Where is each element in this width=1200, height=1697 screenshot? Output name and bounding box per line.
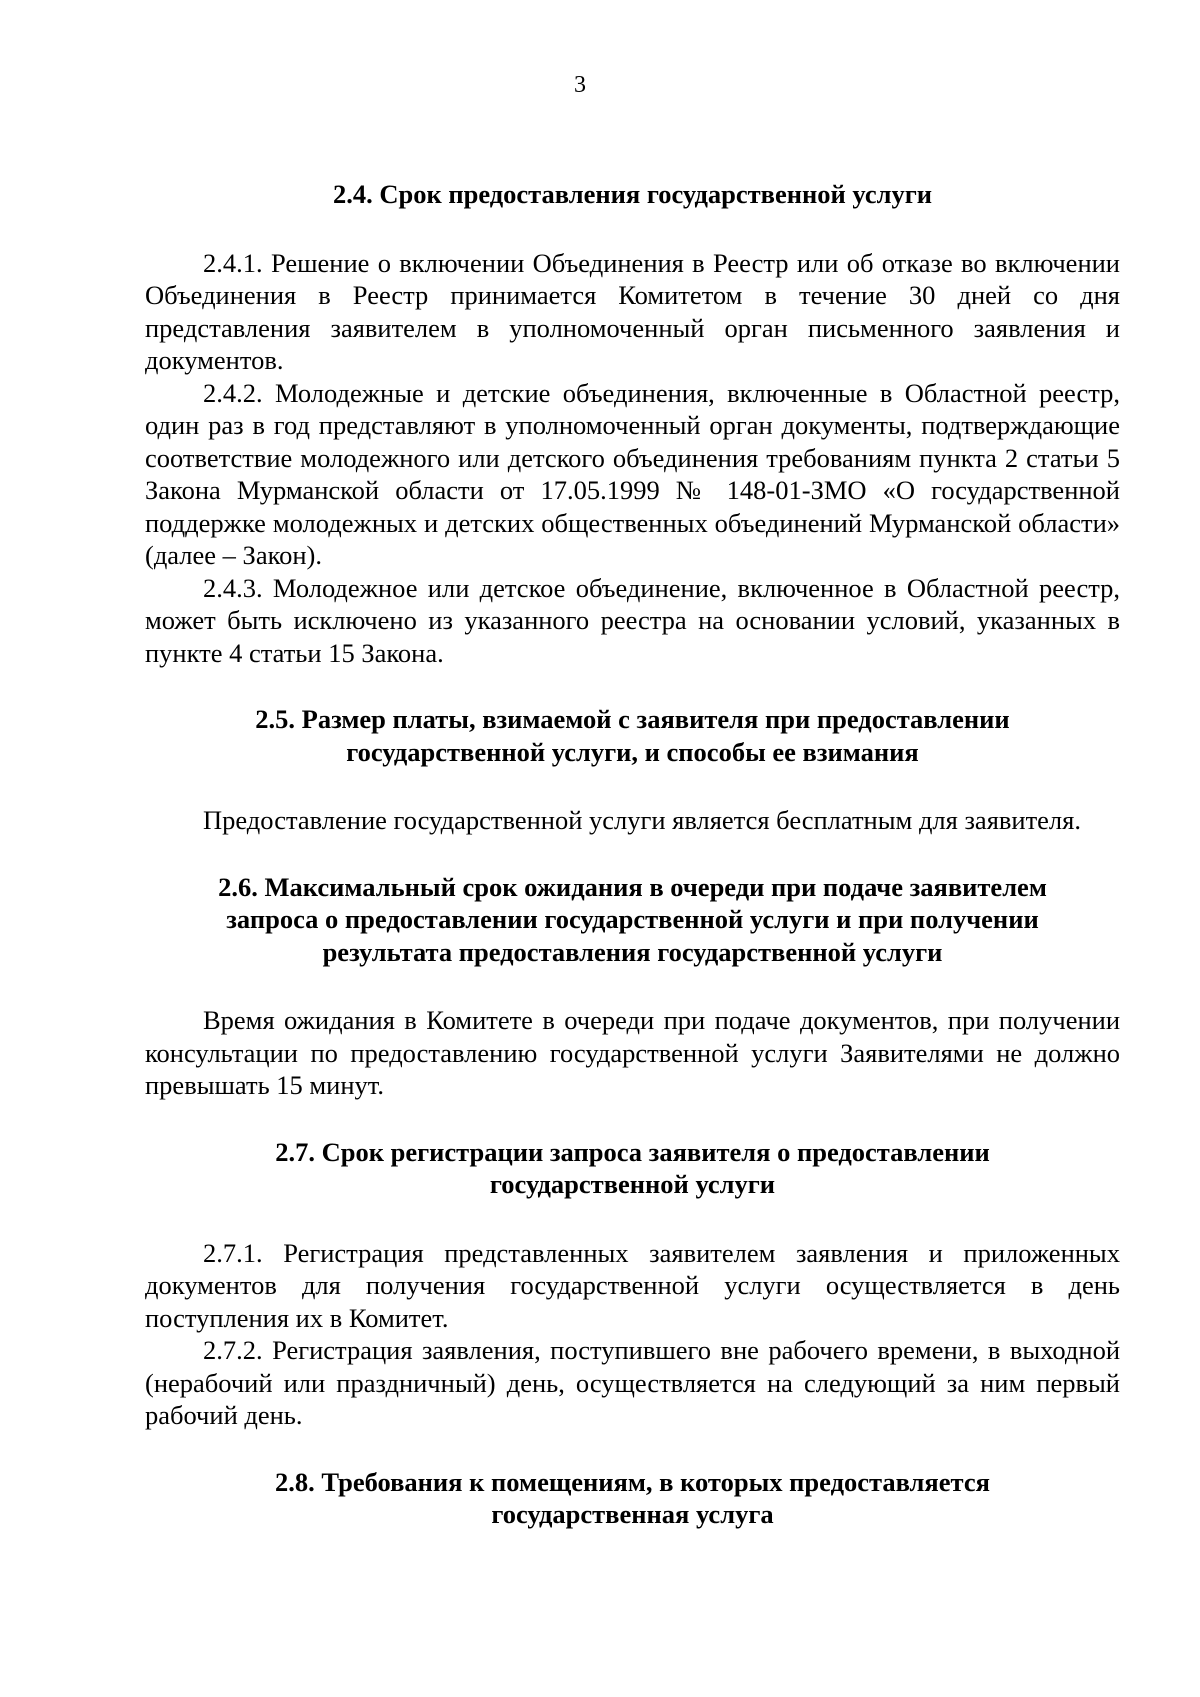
heading-line: государственная услуга bbox=[491, 1499, 774, 1529]
section-2-5-heading bbox=[145, 703, 1120, 768]
section-2-8-heading bbox=[145, 1466, 1120, 1531]
heading-line: государственной услуги bbox=[489, 1169, 776, 1199]
heading-line: запроса о предоставлении государственной услуги и при получении bbox=[226, 904, 1039, 934]
paragraph-2-4-2: 2.4.2. Молодежные и детские объединения, включенные в Областной реестр, один раз в год представляют в уполномоченный орган документы, подтверждающие соответствие молодежного или детского объединения требованиям пункта 2 статьи 5 Закона Мурманской области от 17.05.1999 № 148-01-ЗМО «О государственной поддержке молодежных и детских общественных объединений Мурманской области» (далее – Закон). bbox=[145, 377, 1120, 570]
heading-line: государственной услуги, и способы ее взимания bbox=[346, 736, 919, 767]
section-2-4-heading bbox=[145, 178, 1120, 211]
document-body bbox=[145, 178, 1120, 1531]
heading-line: 2.8. Требования к помещениям, в которых предоставляется bbox=[275, 1466, 990, 1497]
page-number: 3 bbox=[574, 72, 586, 98]
paragraph-2-5: Предоставление государственной услуги является бесплатным для заявителя. bbox=[203, 805, 1081, 835]
paragraph-2-6: Время ожидания в Комитете в очереди при подаче документов, при получении консультации по предоставлению государственной услуги Заявителями не должно превышать 15 минут. bbox=[145, 1005, 1120, 1100]
paragraph-2-4-3: 2.4.3. Молодежное или детское объединение, включенное в Областной реестр, может быть исключено из указанного реестра на основании условий, указанных в пункте 4 статьи 15 Закона. bbox=[145, 572, 1120, 668]
paragraph-2-7-2: 2.7.2. Регистрация заявления, поступившего вне рабочего времени, в выходной (нерабочий или праздничный) день, осуществляется на следующий за ним первый рабочий день. bbox=[145, 1335, 1120, 1430]
heading-line: 2.6. Максимальный срок ожидания в очереди при подаче заявителем bbox=[218, 871, 1047, 902]
paragraph-2-7-1: 2.7.1. Регистрация представленных заявителем заявления и приложенных документов для получения государственной услуги осуществляется в день поступления их в Комитет. bbox=[145, 1237, 1120, 1333]
heading-line: 2.7. Срок регистрации запроса заявителя о предоставлении bbox=[275, 1136, 990, 1167]
heading-line: 2.5. Размер платы, взимаемой с заявителя при предоставлении bbox=[255, 704, 1010, 734]
section-2-7-heading bbox=[145, 1136, 1120, 1201]
paragraph-2-4-1: 2.4.1. Решение о включении Объединения в Реестр или об отказе во включении Объединения в Реестр принимается Комитетом в течение 30 дней со дня представления заявителем в уполномоченный орган письменного заявления и документов. bbox=[145, 247, 1120, 375]
heading-line: результата предоставления государственной услуги bbox=[322, 936, 943, 967]
section-2-6-heading bbox=[145, 871, 1120, 969]
heading-line: 2.4. Срок предоставления государственной услуги bbox=[332, 179, 933, 209]
